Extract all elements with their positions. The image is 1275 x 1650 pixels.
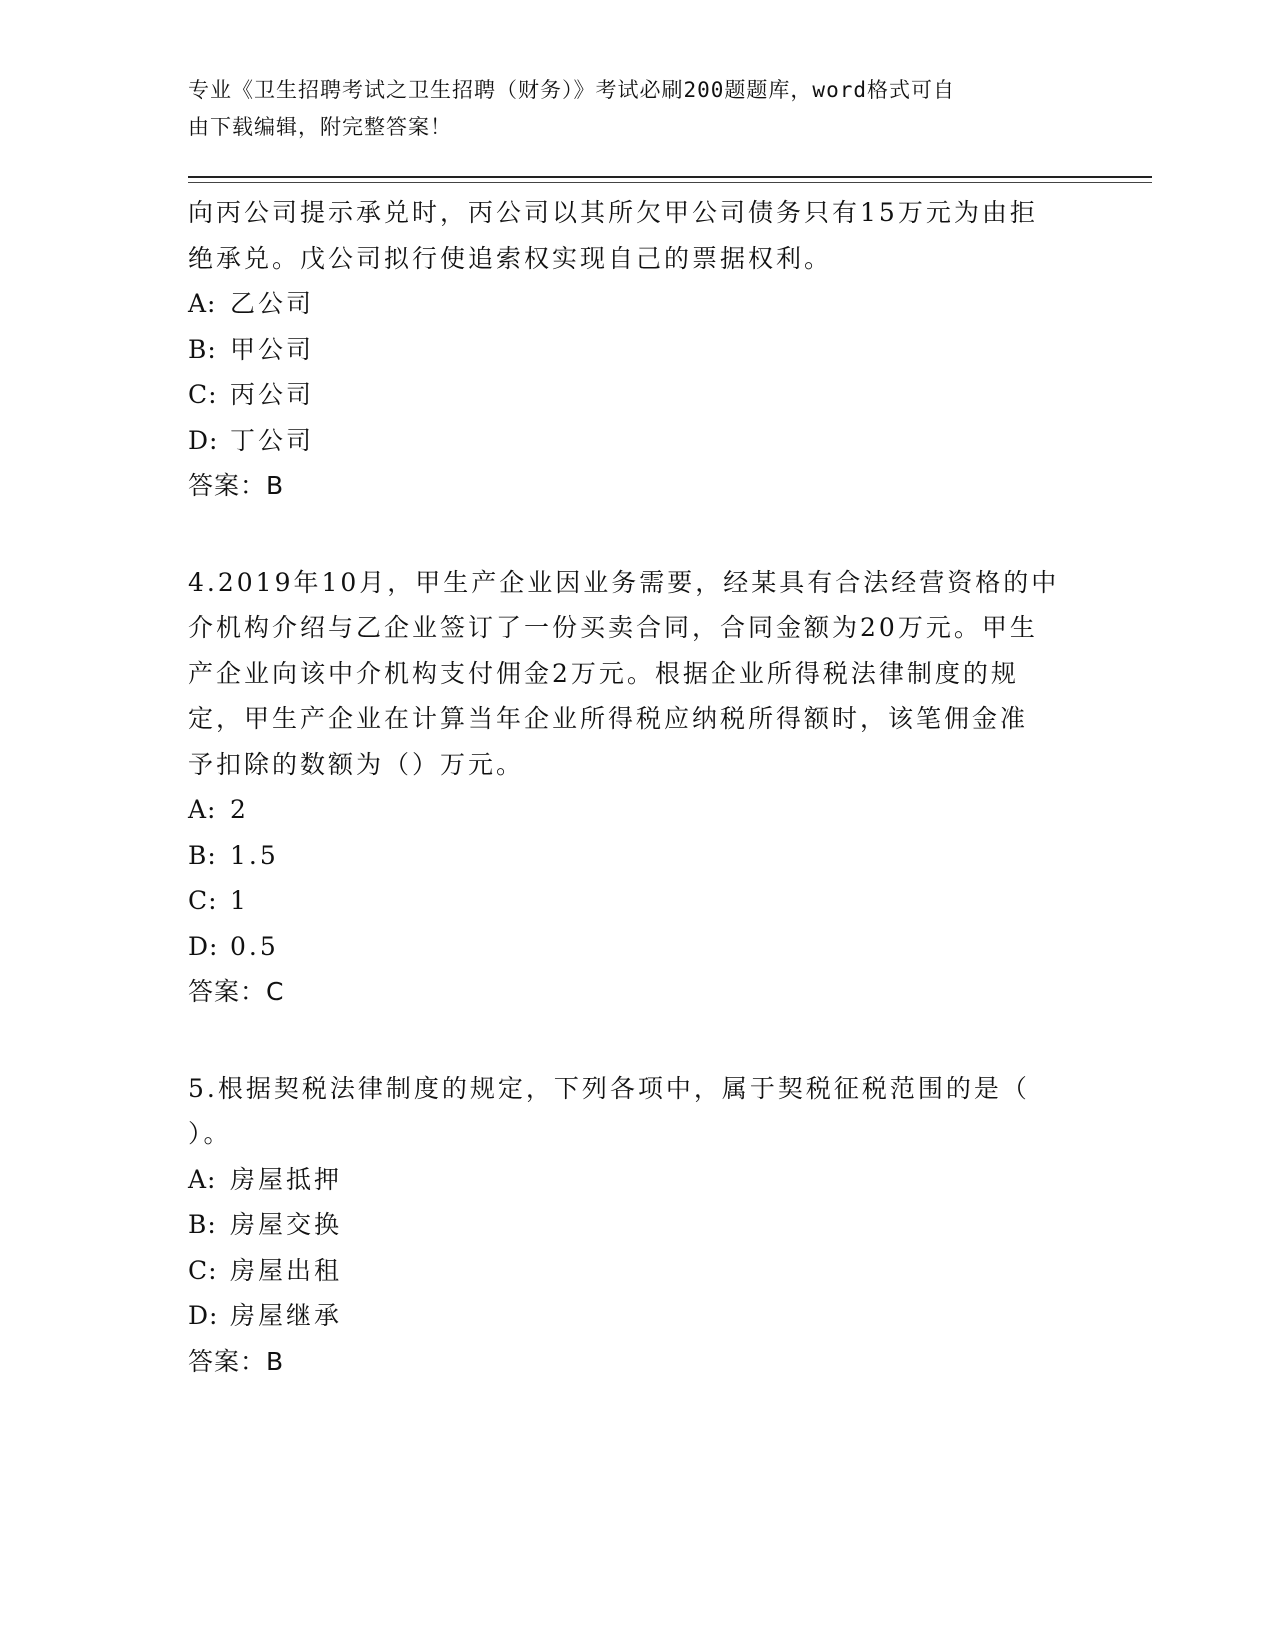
option-a [188,1157,1088,1203]
option-a [188,787,1088,833]
question-stem [188,1066,1088,1157]
option-c [188,1248,1088,1294]
option-text: 甲公司 [230,334,315,364]
header-title-line-2: 由下载编辑，附完整答案！ [188,115,452,139]
option-text: 2 [230,795,249,824]
option-text: 房屋继承 [230,1301,343,1330]
header-divider-thick [188,176,1152,178]
stem-line: 介机构介绍与乙企业签订了一份买卖合同，合同金额为20万元。甲生 [188,613,1038,642]
option-letter: B: [188,1210,217,1239]
stem-line: 5.根据契税法律制度的规定，下列各项中，属于契税征税范围的是（ [188,1073,1030,1103]
option-d [188,924,1088,970]
option-text: 丙公司 [230,380,315,409]
stem-line: ）。 [188,1119,232,1148]
answer-line: 答案：B [188,471,285,500]
stem-line: 产企业向该中介机构支付佣金2万元。根据企业所得税法律制度的规 [188,658,1019,688]
option-letter: C: [188,886,218,915]
option-text: 0.5 [230,931,279,961]
document-header [188,72,1088,146]
stem-line: 予扣除的数额为（）万元。 [188,749,525,779]
option-d [188,1293,1088,1339]
answer-line: 答案：C [188,977,285,1006]
header-divider-thin [188,182,1152,183]
question-4 [188,560,1088,1015]
option-text: 丁公司 [230,425,315,455]
option-letter: D: [188,1301,219,1330]
option-letter: B: [188,334,217,364]
option-text: 1 [230,886,249,915]
question-3-continued [188,190,1088,509]
option-letter: A: [188,289,217,318]
option-letter: C: [188,380,218,409]
question-5 [188,1066,1088,1385]
option-text: 房屋交换 [230,1210,343,1239]
option-text: 乙公司 [230,289,315,318]
answer-line: 答案：B [188,1346,285,1376]
option-letter: D: [188,425,219,455]
option-c [188,878,1088,924]
question-stem [188,190,1088,281]
option-b [188,1202,1088,1248]
option-letter: A: [188,795,217,824]
header-title-line-1: 专业《卫生招聘考试之卫生招聘（财务）》考试必刷200题题库，word格式可自 [188,78,955,102]
question-list [188,190,1088,1384]
option-text: 1.5 [230,840,279,870]
option-text: 房屋出租 [230,1255,343,1285]
option-d [188,418,1088,464]
stem-line: 绝承兑。戊公司拟行使追索权实现自己的票据权利。 [188,243,833,273]
option-letter: B: [188,840,217,870]
option-c [188,372,1088,418]
stem-line: 向丙公司提示承兑时，丙公司以其所欠甲公司债务只有15万元为由拒 [188,198,1038,227]
option-letter: A: [188,1164,217,1194]
option-letter: D: [188,931,219,961]
option-b [188,833,1088,879]
question-stem [188,560,1088,788]
option-b [188,327,1088,373]
stem-line: 定，甲生产企业在计算当年企业所得税应纳税所得额时，该笔佣金准 [188,704,1029,733]
stem-line: 4.2019年10月，甲生产企业因业务需要，经某具有合法经营资格的中 [188,567,1060,597]
option-letter: C: [188,1255,218,1285]
option-a [188,281,1088,327]
option-text: 房屋抵押 [230,1164,343,1194]
